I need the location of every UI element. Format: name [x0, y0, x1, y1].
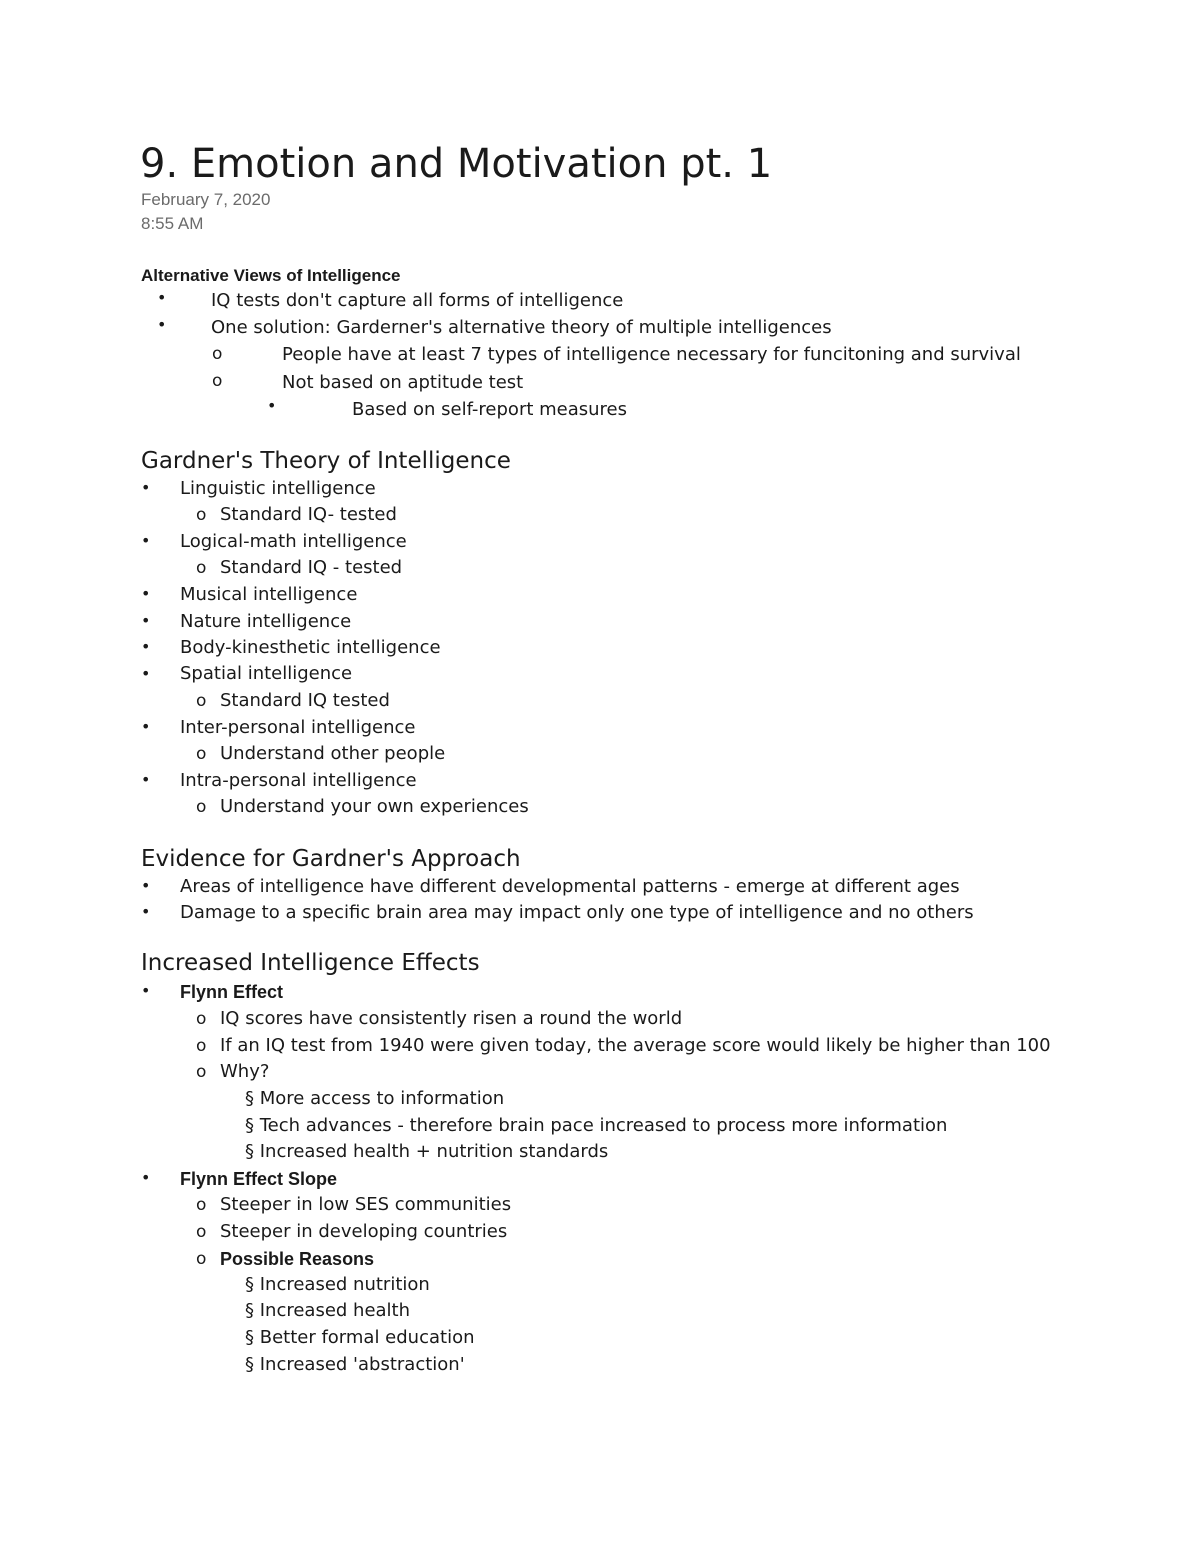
circle-bullet-icon: o: [196, 1036, 207, 1056]
list-item: Understand other people: [220, 743, 446, 764]
circle-bullet-icon: o: [212, 344, 223, 364]
section-heading-gardners-theory: Gardner's Theory of Intelligence: [141, 448, 511, 474]
list-item: Standard IQ tested: [220, 690, 390, 711]
note-date: February 7, 2020: [141, 190, 271, 209]
list-item: § Increased nutrition: [245, 1274, 430, 1295]
section-heading-increased-intelligence: Increased Intelligence Effects: [141, 950, 480, 976]
list-item: § Better formal education: [245, 1327, 475, 1348]
bullet-icon: •: [157, 315, 167, 334]
list-item: Not based on aptitude test: [282, 372, 524, 393]
list-item: Musical intelligence: [180, 584, 358, 605]
circle-bullet-icon: o: [196, 505, 207, 525]
list-item: Based on self-report measures: [352, 399, 628, 420]
circle-bullet-icon: o: [196, 797, 207, 817]
list-item: § Tech advances - therefore brain pace increased to process more information: [245, 1115, 948, 1136]
list-item: Spatial intelligence: [180, 663, 353, 684]
list-item: Standard IQ - tested: [220, 557, 403, 578]
list-item: Damage to a specific brain area may impact only one type of intelligence and no others: [180, 902, 974, 923]
circle-bullet-icon: o: [212, 371, 223, 391]
list-item: § More access to information: [245, 1088, 505, 1109]
circle-bullet-icon: o: [196, 691, 207, 711]
list-item: Areas of intelligence have different developmental patterns - emerge at different ages: [180, 876, 960, 897]
list-item: Steeper in low SES communities: [220, 1194, 512, 1215]
list-item: Body-kinesthetic intelligence: [180, 637, 441, 658]
bullet-icon: •: [141, 637, 151, 656]
bullet-icon: •: [141, 981, 151, 1000]
list-item: People have at least 7 types of intelligence necessary for funcitoning and survival: [282, 344, 1021, 365]
list-item: Steeper in developing countries: [220, 1221, 508, 1242]
list-item: Nature intelligence: [180, 611, 352, 632]
bullet-icon: •: [141, 902, 151, 921]
circle-bullet-icon: o: [196, 1009, 207, 1029]
list-item: Why?: [220, 1061, 270, 1082]
section-heading-alternative-views: Alternative Views of Intelligence: [141, 266, 401, 285]
note-time: 8:55 AM: [141, 214, 204, 233]
list-item: Intra-personal intelligence: [180, 770, 417, 791]
list-item: IQ scores have consistently risen a round the world: [220, 1008, 683, 1029]
circle-bullet-icon: o: [196, 1062, 207, 1082]
bullet-icon: •: [141, 531, 151, 550]
bullet-icon: •: [141, 584, 151, 603]
list-item: Possible Reasons: [220, 1249, 375, 1269]
list-item: § Increased 'abstraction': [245, 1354, 465, 1375]
page-title: 9. Emotion and Motivation pt. 1: [140, 141, 773, 187]
list-item: Flynn Effect: [180, 982, 284, 1002]
bullet-icon: •: [141, 664, 151, 683]
list-item: Linguistic intelligence: [180, 478, 376, 499]
bullet-icon: •: [141, 478, 151, 497]
circle-bullet-icon: o: [196, 744, 207, 764]
list-item: Logical-math intelligence: [180, 531, 407, 552]
bullet-icon: •: [157, 288, 167, 307]
list-item: § Increased health: [245, 1300, 411, 1321]
circle-bullet-icon: o: [196, 1222, 207, 1242]
bullet-icon: •: [141, 611, 151, 630]
circle-bullet-icon: o: [196, 1249, 207, 1269]
bullet-icon: •: [141, 1168, 151, 1187]
list-item: Standard IQ- tested: [220, 504, 397, 525]
section-heading-evidence: Evidence for Gardner's Approach: [141, 846, 521, 872]
list-item: If an IQ test from 1940 were given today, the average score would likely be higher than 100: [220, 1035, 1051, 1056]
circle-bullet-icon: o: [196, 1195, 207, 1215]
bullet-icon: •: [141, 876, 151, 895]
list-item: § Increased health + nutrition standards: [245, 1141, 609, 1162]
bullet-icon: •: [141, 770, 151, 789]
list-item: Flynn Effect Slope: [180, 1169, 338, 1189]
list-item: IQ tests don't capture all forms of intelligence: [211, 290, 624, 311]
circle-bullet-icon: o: [196, 558, 207, 578]
bullet-icon: •: [141, 717, 151, 736]
list-item: Inter-personal intelligence: [180, 717, 416, 738]
list-item: One solution: Garderner's alternative theory of multiple intelligences: [211, 317, 832, 338]
bullet-icon: •: [267, 396, 277, 415]
list-item: Understand your own experiences: [220, 796, 529, 817]
